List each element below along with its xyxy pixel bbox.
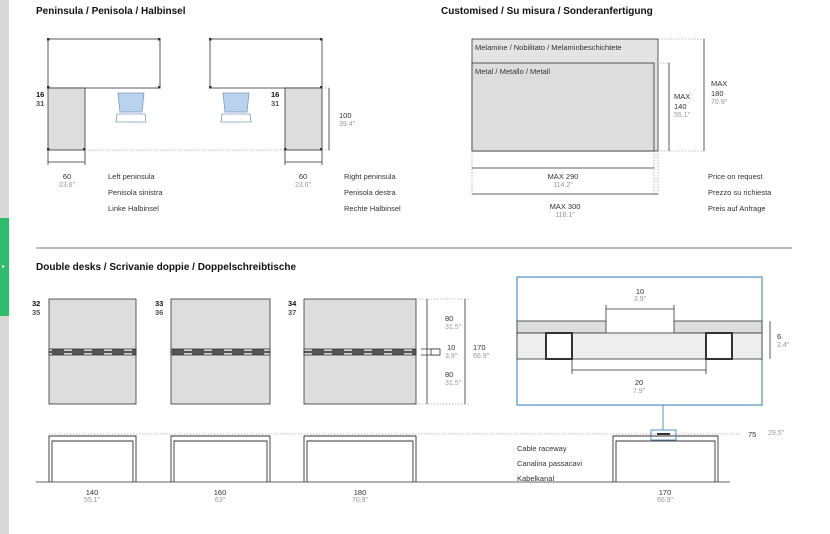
total-depth-in: 66.9" [473, 353, 490, 360]
gap-depth-in: 3.9" [445, 353, 458, 360]
metal-label: Metal / Metallo / Metall [475, 67, 551, 76]
desk-width-in: 55.1" [83, 497, 101, 504]
double-desk-180-side [304, 436, 416, 482]
code-b: 31 [36, 99, 45, 108]
bottom-depth: 80 [445, 370, 454, 379]
detail-width: 20 [634, 378, 644, 387]
code-a: 32 [32, 299, 41, 308]
code-a: 16 [271, 90, 280, 99]
double-desk-side-view [613, 436, 718, 482]
max180-inches: 70.9" [711, 99, 728, 106]
max140-label-b: 140 [674, 102, 687, 111]
detail-gap-in: 3.9" [633, 296, 647, 303]
double-desk-140-side [49, 436, 136, 482]
peninsula-left-width: 60 [62, 172, 72, 181]
side-width-in: 66.9" [656, 497, 674, 504]
peninsula-depth-in: 39.4" [339, 121, 356, 128]
right-peninsula-label-de: Rechte Halbinsel [344, 204, 401, 213]
cable-label-it: Canalina passacavi [517, 459, 583, 468]
double-desk-code [155, 299, 163, 317]
max290-label: MAX 290 [547, 172, 579, 181]
cable-raceway [49, 349, 136, 355]
code-b: 35 [32, 308, 41, 317]
desk-width-in: 63" [214, 497, 226, 504]
peninsula-depth: 100 [339, 111, 352, 120]
code-b: 36 [155, 308, 164, 317]
left-peninsula-label-en: Left peninsula [108, 172, 155, 181]
metal-top [472, 63, 654, 151]
code-a: 33 [155, 299, 164, 308]
cable-label-de: Kabelkanal [517, 474, 555, 483]
detail-gap: 10 [635, 287, 645, 296]
code-a: 16 [36, 90, 45, 99]
desk-width: 140 [85, 488, 99, 497]
chair-icon [116, 93, 146, 122]
peninsula-left-return [48, 88, 85, 150]
peninsula-right-width-in: 23.6" [294, 182, 312, 189]
price-label-de: Preis auf Anfrage [708, 204, 766, 213]
detail-height: 6 [777, 332, 782, 341]
section-title-customised: Customised / Su misura / Sonderanfertigung [441, 6, 653, 17]
desk-height-in: 29.5" [768, 430, 785, 437]
section-title-peninsula: Peninsula / Penisola / Halbinsel [36, 6, 186, 17]
double-desk-160-side [171, 436, 270, 482]
left-peninsula-label-it: Penisola sinistra [108, 188, 163, 197]
section-title-double-desks: Double desks / Scrivanie doppie / Doppelschreibtische [36, 262, 297, 273]
peninsula-right-return [285, 88, 322, 150]
desk-width: 180 [353, 488, 367, 497]
max300-inches: 118.1" [555, 212, 575, 219]
left-peninsula-label-de: Linke Halbinsel [108, 204, 159, 213]
peninsula-left-code [36, 90, 44, 108]
desk-width-in: 70.9" [351, 497, 369, 504]
double-desk-code [288, 299, 296, 317]
melamine-label: Melamine / Nobilitato / Melaminbeschichtete [475, 43, 622, 52]
detail-height-in: 2.4" [777, 342, 790, 349]
cable-raceway [171, 349, 270, 355]
desk-height: 75 [748, 430, 757, 439]
detail-width-in: 7.9" [632, 388, 646, 395]
total-depth: 170 [473, 343, 486, 352]
desk-width: 160 [213, 488, 227, 497]
peninsula-left-width-in: 23.6" [58, 182, 76, 189]
code-a: 34 [288, 299, 297, 308]
side-width: 170 [658, 488, 672, 497]
code-b: 31 [271, 99, 280, 108]
top-depth: 80 [445, 314, 454, 323]
cable-label-en: Cable raceway [517, 444, 567, 453]
gap-depth: 10 [447, 343, 456, 352]
top-depth-in: 31.5" [445, 324, 462, 331]
peninsula-left-desk [48, 39, 160, 88]
code-b: 37 [288, 308, 297, 317]
max300-label: MAX 300 [549, 202, 581, 211]
double-desk-code [32, 299, 40, 317]
sidebar-arrow-icon: ▸ [2, 263, 6, 270]
right-peninsula-label-it: Penisola destra [344, 188, 396, 197]
price-label-en: Price on request [708, 172, 763, 181]
price-label-it: Prezzo su richiesta [708, 188, 772, 197]
max180-label-b: 180 [711, 89, 724, 98]
cable-raceway [304, 349, 416, 355]
max140-inches: 55.1" [674, 112, 691, 119]
peninsula-right-code [271, 90, 279, 108]
chair-icon [221, 93, 251, 122]
max290-inches: 114.2" [553, 182, 573, 189]
max140-label-a: MAX [674, 92, 691, 101]
peninsula-right-desk [210, 39, 322, 88]
right-peninsula-label-en: Right peninsula [344, 172, 396, 181]
max180-label-a: MAX [711, 79, 728, 88]
peninsula-right-width: 60 [298, 172, 308, 181]
bottom-depth-in: 31.5" [445, 380, 462, 387]
